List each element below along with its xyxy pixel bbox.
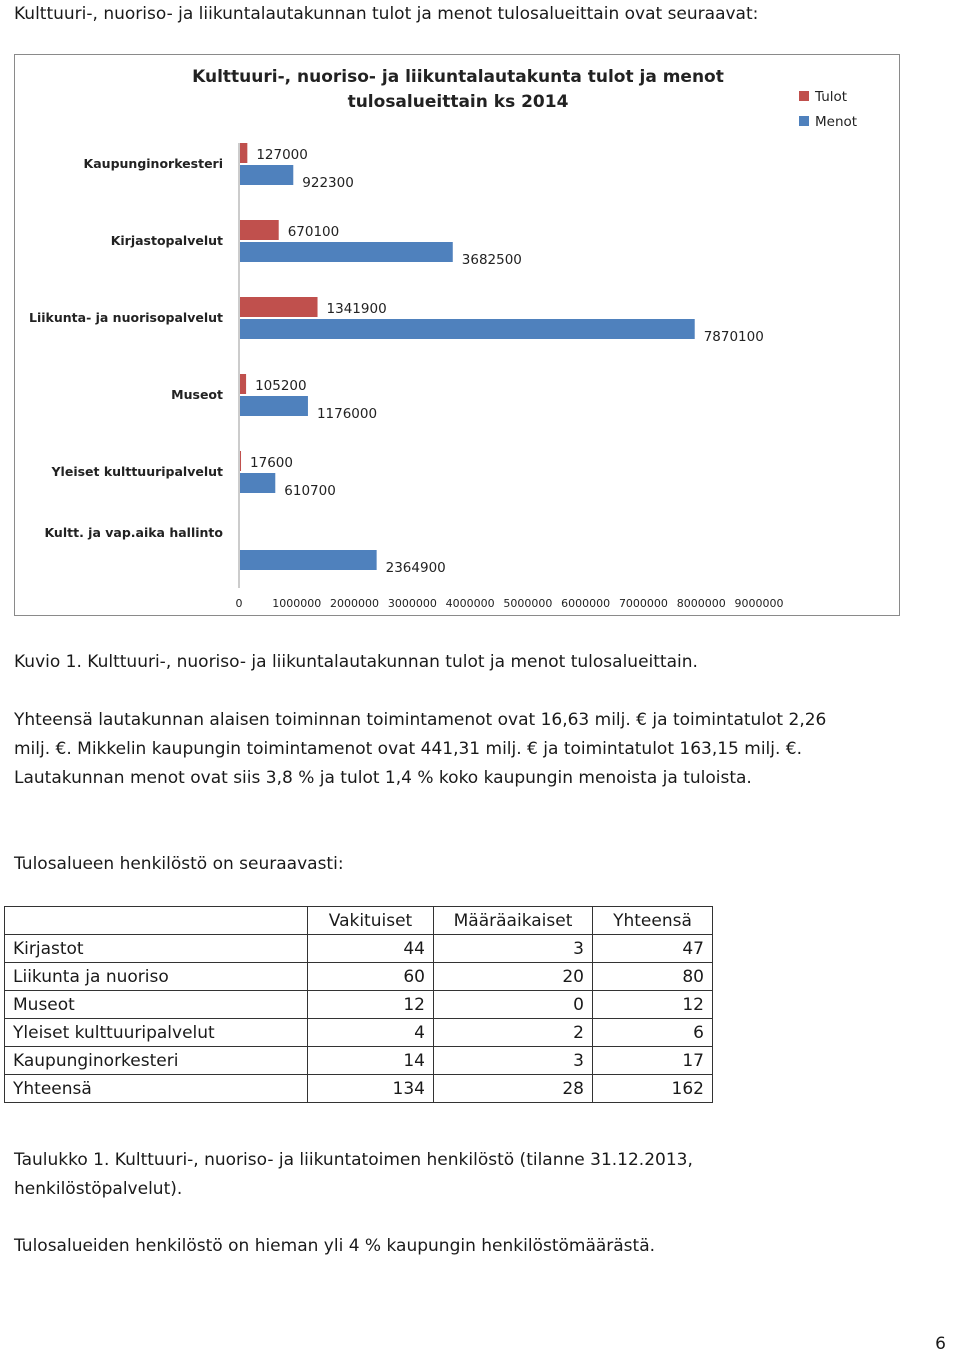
bar-menot <box>240 242 453 262</box>
bar-menot <box>240 165 293 185</box>
x-tick-label: 6000000 <box>561 597 611 610</box>
table-cell: 12 <box>308 991 434 1019</box>
row-label-cell: Yleiset kulttuuripalvelut <box>5 1019 308 1047</box>
data-label-tulot: 127000 <box>256 147 308 163</box>
staff-intro: Tulosalueen henkilöstö on seuraavasti: <box>14 854 344 874</box>
page-number: 6 <box>935 1334 946 1354</box>
x-tick-label: 4000000 <box>445 597 495 610</box>
legend-label: Menot <box>815 114 858 130</box>
bar-tulot <box>240 143 247 163</box>
x-tick-label: 2000000 <box>330 597 380 610</box>
chart-title: Kulttuuri-, nuoriso- ja liikuntalautakunta tulot ja menot <box>192 67 724 87</box>
chart-title: tulosalueittain ks 2014 <box>347 92 569 112</box>
table-row <box>5 1075 713 1103</box>
table-cell: 20 <box>434 963 593 991</box>
table-cell: 162 <box>593 1075 713 1103</box>
table-cell: 14 <box>308 1047 434 1075</box>
category-label: Kultt. ja vap.aika hallinto <box>44 525 223 540</box>
x-tick-label: 5000000 <box>503 597 553 610</box>
bar-tulot <box>240 374 246 394</box>
data-label-menot: 7870100 <box>703 329 764 345</box>
chart-svg <box>15 55 899 615</box>
table-cell: 4 <box>308 1019 434 1047</box>
bar-tulot <box>240 451 241 471</box>
data-label-menot: 610700 <box>284 483 336 499</box>
summary-paragraph <box>14 706 944 793</box>
table-cell: 0 <box>434 991 593 1019</box>
data-label-tulot: 670100 <box>287 224 340 240</box>
table-header-row <box>5 907 713 935</box>
table-header-cell <box>5 907 308 935</box>
data-label-menot: 922300 <box>302 175 354 191</box>
table-header-cell: Vakituiset <box>308 907 434 935</box>
table-cell: 6 <box>593 1019 713 1047</box>
category-label: Kirjastopalvelut <box>110 233 223 248</box>
table-caption <box>14 1146 944 1204</box>
category-label: Kaupunginorkesteri <box>83 156 223 171</box>
data-label-menot: 1176000 <box>316 406 378 422</box>
intro-text: Kulttuuri-, nuoriso- ja liikuntalautakunnan tulot ja menot tulosalueittain ovat seuraavat: <box>14 4 759 24</box>
row-label-cell: Liikunta ja nuoriso <box>5 963 308 991</box>
summary-line: Yhteensä lautakunnan alaisen toiminnan toimintamenot ovat 16,63 milj. € ja toimintatulot 2,26 <box>14 710 827 730</box>
bar-menot <box>240 319 695 339</box>
legend-swatch <box>799 116 809 126</box>
legend-swatch <box>799 91 809 101</box>
table-cell: 44 <box>308 935 434 963</box>
table-cell: 2 <box>434 1019 593 1047</box>
table-row <box>5 1047 713 1075</box>
table-row <box>5 1019 713 1047</box>
summary-line: milj. €. Mikkelin kaupungin toimintamenot ovat 441,31 milj. € ja toimintatulot 163,15 milj. €. <box>14 739 803 759</box>
bar-tulot <box>240 297 318 317</box>
table-cell: 3 <box>434 935 593 963</box>
x-tick-label: 7000000 <box>618 597 668 610</box>
data-label-tulot: 1341900 <box>326 301 387 317</box>
bar-tulot <box>240 220 279 240</box>
table-cell: 12 <box>593 991 713 1019</box>
row-label-cell: Kirjastot <box>5 935 308 963</box>
table-row <box>5 991 713 1019</box>
data-label-menot: 3682500 <box>461 252 522 268</box>
table-header-cell: Määräaikaiset <box>434 907 593 935</box>
table-cell: 3 <box>434 1047 593 1075</box>
table-row <box>5 935 713 963</box>
table-caption-line: henkilöstöpalvelut). <box>14 1179 183 1199</box>
table-cell: 17 <box>593 1047 713 1075</box>
closing-text: Tulosalueiden henkilöstö on hieman yli 4 % kaupungin henkilöstömäärästä. <box>14 1236 656 1256</box>
summary-line: Lautakunnan menot ovat siis 3,8 % ja tulot 1,4 % koko kaupungin menoista ja tuloista. <box>14 768 752 788</box>
data-label-menot: 2364900 <box>385 560 446 576</box>
legend-label: Tulot <box>815 89 848 105</box>
table-row <box>5 963 713 991</box>
row-label-cell: Museot <box>5 991 308 1019</box>
row-label-cell: Yhteensä <box>5 1075 308 1103</box>
table-cell: 60 <box>308 963 434 991</box>
bar-menot <box>240 550 377 570</box>
table-header-cell: Yhteensä <box>593 907 713 935</box>
data-label-tulot: 17600 <box>250 455 293 471</box>
bar-chart <box>14 54 900 616</box>
category-label: Museot <box>171 387 223 402</box>
x-tick-label: 9000000 <box>734 597 784 610</box>
category-label: Yleiset kulttuuripalvelut <box>51 464 223 479</box>
table-cell: 80 <box>593 963 713 991</box>
bar-menot <box>240 396 308 416</box>
data-label-tulot: 105200 <box>255 378 307 394</box>
staff-table <box>4 906 713 1103</box>
row-label-cell: Kaupunginorkesteri <box>5 1047 308 1075</box>
x-tick-label: 1000000 <box>272 597 322 610</box>
figure-caption: Kuvio 1. Kulttuuri-, nuoriso- ja liikuntalautakunnan tulot ja menot tulosalueittain. <box>14 652 698 672</box>
table-cell: 28 <box>434 1075 593 1103</box>
table-cell: 47 <box>593 935 713 963</box>
x-tick-label: 3000000 <box>387 597 437 610</box>
table-caption-line: Taulukko 1. Kulttuuri-, nuoriso- ja liikuntatoimen henkilöstö (tilanne 31.12.2013, <box>14 1150 693 1170</box>
category-label: Liikunta- ja nuorisopalvelut <box>29 310 223 325</box>
x-tick-label: 8000000 <box>676 597 726 610</box>
table-cell: 134 <box>308 1075 434 1103</box>
x-tick-label: 0 <box>235 597 243 610</box>
bar-menot <box>240 473 275 493</box>
